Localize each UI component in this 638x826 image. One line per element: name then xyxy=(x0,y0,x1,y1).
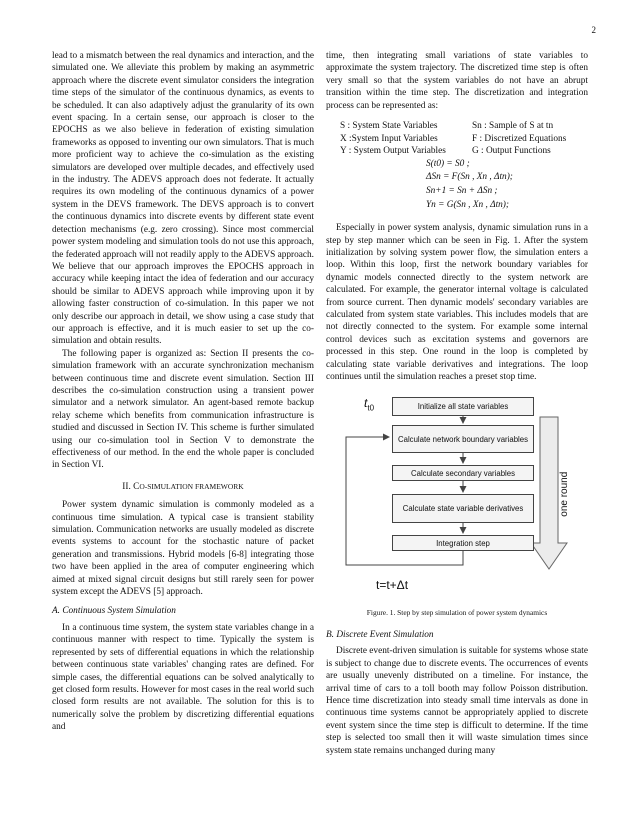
equation-block xyxy=(426,158,588,212)
step-initialize: Initialize all state variables xyxy=(392,397,534,416)
right-paragraph-1: time, then integrating small variations of state variables to approximate the system trajectory. The discretized time step is often very small so that the system variables do not have an abrupt transition within the time step. The discretization and integration process can be represented as: xyxy=(326,51,588,111)
variable-definitions xyxy=(340,120,588,158)
step-integration: Integration step xyxy=(392,535,534,551)
step-network-boundary: Calculate network boundary variables xyxy=(392,425,534,453)
t0-value: t0 xyxy=(367,403,375,413)
definition-row xyxy=(340,120,588,133)
definition-left: X :System Input Variables xyxy=(340,133,438,144)
right-paragraph-2: Especially in power system analysis, dynamic simulation runs in a step by step manner which can be seen in Fig. 1. After the system initialization by solving system power flow, the simulation enters a loop. Within this loop, first the network boundary variables for dynamic models connected directly to the system network are calculated. For example, the generator internal voltage is calculated from source current. Then dynamic models' secondary variables are calculated from system state variables. This includes models that are not directly connected to the system. For example some internal control devices such as excitation systems and governors are processed in this step. One round in the loop is completed by calculating state variable derivatives and integrations. The loop continues until the simulation reaches a preset stop time. xyxy=(326,223,588,383)
section-title xyxy=(133,482,244,492)
subsection-a-heading: A. Continuous System Simulation xyxy=(52,606,176,617)
left-paragraph-2: The following paper is organized as: Section II presents the co-simulation framework with an accurate synchronization mechanism between continuous time and discrete event simulation. Section III describes the co-simulation construction using a transient power simulator and a network simulator. An agent-based remote backup relay scheme which benefits from communication infrastructure is studied and discussed in Section IV. This scheme is further simulated using our co-simulation tool in Section V to demonstrate the effectiveness of our method. In the end the whole paper is concluded in Section VI. xyxy=(52,348,314,471)
section-title-initial: C xyxy=(133,481,140,492)
equation-state-update: Sn+1 = Sn + ΔSn ; xyxy=(426,186,498,196)
figure-1-caption: Figure. 1. Step by step simulation of power system dynamics xyxy=(366,608,548,618)
t0-label: $t_{t0}$ xyxy=(364,396,375,413)
step-derivatives: Calculate state variable derivatives xyxy=(392,494,534,523)
left-paragraph-4: In a continuous time system, the system state variables change in a continuous manner with respect to time. Typically the system is represented by sets of differential equations in which the relationship between continuous state variables' changing rates are defined. For simple cases, the differential equations can be solved analytically to get closed form results. However for most cases in the real world such closed form results are not available. The solution for this is to numerically solve the problem by discretizing differential equations and xyxy=(52,622,314,733)
definition-left: Y : System Output Variables xyxy=(340,146,446,157)
time-increment-label: t=t+Δt xyxy=(376,578,409,593)
definition-row xyxy=(340,133,588,146)
one-round-label: one round xyxy=(558,472,570,518)
definition-row xyxy=(340,145,588,158)
definition-right: Sn : Sample of S at tn xyxy=(472,121,554,132)
definition-left: S : System State Variables xyxy=(340,121,438,132)
section-title-rest: -SIMULATION FRAMEWORK xyxy=(144,481,244,491)
left-column xyxy=(52,50,314,734)
section-heading-ii xyxy=(52,481,314,493)
left-paragraph-1: lead to a mismatch between the real dynamics and interaction, and the simulated one. We alleviate this problem by making an asymmetric approach where the discrete event simulator considers the integration time steps of the simulator of the continuous dynamics, as events to be scheduled. It can also adaptively adjust the granularity of its own event spacing. In a certain sense, our approach is closer to the EPOCHS as we also believe in federation of existing simulation frameworks as opposed to inventing our own simulators. That is much more proficient way to achieve the co-simulation as the existing simulators are developed over multiple decades, and effectively used in the industry. The ADEVS approach does not federate. It actually requires its own modeling of the continuous dynamics of a power system in the DEVS framework. The DEVS approach is to convert the continuous dynamics into discrete events by different state event detection mechanisms (e.g. zero crossing). Since most commercial power system modeling and simulation tools do not use this approach, the federated approach will not readily apply to the ADEVS approach. We believe that our approach improves the EPOCHS approach in accuracy while keeping intact the idea of federation and our accuracy should be similar to ADEVS approach while improving upon it by allowing faster construction of co-simulation. In this paper we not only describe our approach in detail, we show using a case study that our approach is effective, and it is much easier to set up the co-simulation and obtain results. xyxy=(52,51,314,347)
figure-1-flowchart xyxy=(326,393,588,603)
definition-right: F : Discretized Equations xyxy=(472,133,567,144)
subsection-b-heading: B. Discrete Event Simulation xyxy=(326,629,434,640)
section-title-o: O xyxy=(139,481,145,491)
right-column xyxy=(326,50,588,757)
definition-right: G : Output Functions xyxy=(472,146,551,157)
equation-state-increment: ΔSn = F(Sn , Xn , Δtn); xyxy=(426,172,513,183)
page-number: 2 xyxy=(591,25,596,35)
equation-initial-state: S(t0) = S0 ; xyxy=(426,158,470,169)
section-number: II. xyxy=(122,481,131,492)
left-paragraph-3: Power system dynamic simulation is commonly modeled as a continuous time simulation. A typical case is transient stability simulation. Communication networks are usually modeled as discrete events systems to account for the stochastic nature of packet generation and transmissions. Hybrid models [6-8] integrating those two have been applied in the area of computer engineering which aimed at mixed signal circuit designs but still rarely seen for power system except the ADEVS [5] approach. xyxy=(52,500,314,598)
equation-output: Yn = G(Sn , Xn , Δtn); xyxy=(426,199,510,210)
right-paragraph-3: Discrete event-driven simulation is suitable for systems whose state is subject to change due to discrete events. The occurrences of events are usually unevenly distributed on a timeline. For instance, the arrival time of cars to a toll booth may follow Poisson distribution. Hence time discretization into steady small time intervals as done in continuous time systems cannot be appropriately applied to discrete event system since the time step is difficult to determine. If the time step is selected too small then it will waste simulation times since system state remains unchanged during many xyxy=(326,646,588,756)
step-secondary-variables: Calculate secondary variables xyxy=(392,465,534,481)
